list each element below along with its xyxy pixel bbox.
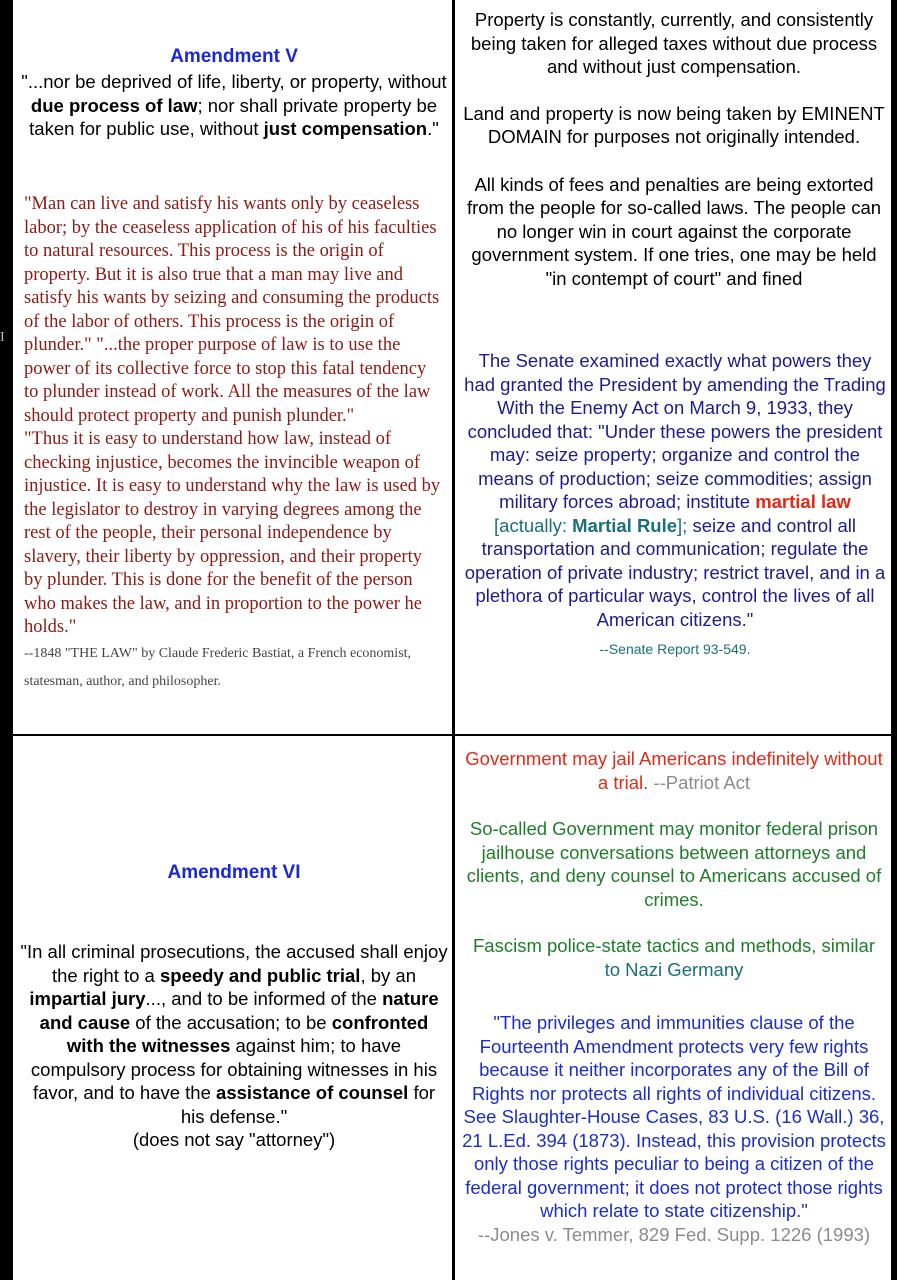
quote-text: against him; to have compulsory process for obtaining witnesses in his favor, and to have the: [30, 1035, 438, 1103]
quote-text: .": [427, 118, 439, 139]
bastiat-quote-block: [24, 193, 444, 696]
amendment-vi-quote: [20, 940, 448, 1128]
quote-emphasis: speedy and public trial: [159, 964, 361, 986]
patriot-act-paragraph: [462, 747, 886, 794]
martial-rule-emphasis: Martial Rule: [572, 514, 678, 536]
eminent-domain-paragraph: Land and property is now being taken by EMINENT DOMAIN for purposes not originally intended.: [463, 102, 885, 147]
quote-emphasis: due process of law: [30, 94, 198, 116]
property-taxes-paragraph: Property is constantly, currently, and consistently being taken for alleged taxes without due process and without just compensation.: [470, 9, 878, 77]
attorney-note: (does not say "attorney"): [132, 1129, 336, 1150]
jones-citation: --Jones v. Temmer, 829 Fed. Supp. 1226 (1993): [477, 1223, 871, 1245]
senate-text: The Senate examined exactly what powers they had granted the President by amending the Trading With the Enemy Act on March 9, 1933, they concluded that: "Under these powers the president may: seize property; organize and control the means of production; seize commodities; assign military forces abroad; institute: [464, 350, 886, 512]
senate-text: seize and control all transportation and communication; regulate the operation of private industry; restrict travel, and in a plethora of particular ways, control the lives of all American citizens.": [464, 514, 886, 630]
bastiat-paragraph-1: "Man can live and satisfy his wants only by ceaseless labor; by the ceaseless application of his of his faculties to natural resources. This process is the origin of property. But it is also true that a man may live and satisfy his wants by seizing and consuming the products of the labor of others. This process is the origin of plunder." "...the proper purpose of law is to use the power of its collective force to stop this fatal tendency to plunder instead of work. All the measures of the law should protect property and punish plunder.": [24, 194, 440, 426]
amendment-v-cell: [20, 44, 448, 141]
quote-text: "In all criminal prosecutions, the accused shall enjoy the right to a: [20, 941, 448, 986]
quote-text: ; nor shall private property be taken for public use, without: [29, 94, 438, 139]
monitor-paragraph: So-called Government may monitor federal prison jailhouse conversations between attorneys and clients, and deny counsel to Americans accused of crimes.: [466, 818, 882, 910]
senate-quote: [464, 349, 886, 631]
modern-abuses-cell: [462, 747, 886, 1246]
fascism-text: Fascism police-state tactics and methods, similar: [473, 935, 875, 956]
amendment-vi-title-cell: [20, 862, 448, 884]
property-cell: [462, 8, 886, 290]
fees-paragraph: All kinds of fees and penalties are being extorted from the people for so-called laws. The people can no longer win in court against the corporate government system. If one tries, one may be held "in contempt of court" and fined: [466, 173, 882, 289]
amendment-vi-title: Amendment VI: [167, 862, 301, 883]
amendment-v-quote: [20, 70, 448, 141]
quote-text: "...nor be deprived of life, liberty, or property, without: [21, 71, 447, 92]
quote-emphasis: assistance of counsel: [216, 1082, 409, 1103]
amendment-vi-quote-cell: [20, 940, 448, 1152]
senate-source: --Senate Report 93-549.: [599, 641, 751, 657]
fascism-paragraph: [462, 934, 886, 981]
quote-text: , by an: [360, 964, 416, 986]
bastiat-attribution: --1848 "THE LAW" by Claude Frederic Bastiat, a French economist, statesman, author, and philosopher.: [24, 645, 412, 689]
patriot-act-source: --Patriot Act: [648, 771, 751, 793]
left-border: [0, 0, 13, 1280]
column-divider: [452, 0, 455, 1280]
right-border: [891, 0, 897, 1280]
privileges-paragraph: "The privileges and immunities clause of the Fourteenth Amendment protects very few rights because it neither incorporates any of the Bill of Rights nor protects all rights of individual citizens. See Slaughter-House Cases, 83 U.S. (16 Wall.) 36, 21 L.Ed. 394 (1873). Instead, this provision protects only those rights peculiar to being a citizen of the federal government; it does not protect those rights which relate to state citizenship.": [462, 1012, 886, 1221]
quote-text: of the accusation; to be: [130, 1011, 332, 1033]
quote-emphasis: nature and cause: [39, 988, 439, 1033]
quote-text: for his defense.": [180, 1082, 436, 1127]
amendment-v-title: Amendment V: [170, 46, 298, 67]
actually-close: ];: [677, 514, 688, 536]
quote-text: ..., and to be informed of the: [145, 988, 383, 1009]
senate-cell: [464, 349, 886, 667]
quote-emphasis: just compensation: [263, 118, 428, 139]
quote-emphasis: impartial jury: [29, 988, 146, 1009]
bastiat-paragraph-2: "Thus it is easy to understand how law, instead of checking injustice, becomes the invincible weapon of injustice. It is easy to understand why the law is used by the legislator to destroy in varying degrees among the rest of the people, their personal independence by slavery, their liberty by oppression, and their property by plunder. This is done for the benefit of the person who makes the law, and in proportion to the power he holds.": [24, 429, 441, 637]
nazi-germany-text: to Nazi Germany: [604, 958, 744, 980]
martial-law-emphasis: martial law: [755, 491, 851, 512]
edge-marker: I: [0, 330, 5, 345]
quote-emphasis: confronted with the witnesses: [66, 1011, 429, 1056]
row-divider: [13, 734, 891, 736]
actually-label: [actually:: [494, 514, 573, 536]
patriot-act-text: Government may jail Americans indefinitely without a trial.: [465, 748, 883, 793]
